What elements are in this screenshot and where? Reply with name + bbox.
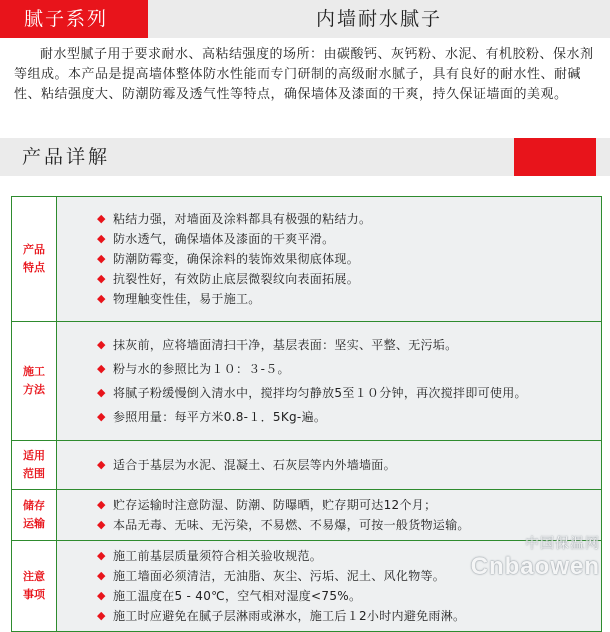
row-label-line: 运输 <box>23 517 45 530</box>
row-label-line: 注意 <box>23 570 45 583</box>
row-label-line: 适用 <box>23 449 45 462</box>
list-item: ◆ 抹灰前，应将墙面清扫干净，基层表面：坚实、平整、无污垢。 <box>113 333 595 357</box>
red-diamond-bullet-icon: ◆ <box>97 338 106 351</box>
red-diamond-bullet-icon: ◆ <box>97 518 106 531</box>
red-diamond-bullet-icon: ◆ <box>97 292 106 305</box>
list-item: ◆ 施工温度在5 - 40℃，空气相对湿度<75%。 <box>113 586 595 606</box>
row-label <box>12 441 57 490</box>
list-item: ◆ 防水透气，确保墙体及漆面的干爽平滑。 <box>113 229 595 249</box>
row-label <box>12 490 57 541</box>
row-content <box>57 441 602 490</box>
list-item: ◆ 将腻子粉缓慢倒入清水中，搅拌均匀静放5至１０分钟，再次搅拌即可使用。 <box>113 381 595 405</box>
row-content <box>57 322 602 441</box>
product-intro: 耐水型腻子用于要求耐水、高粘结强度的场所：由碳酸钙、灰钙粉、水泥、有机胶粉、保水剂等组成。本产品是提高墙体整体防水性能而专门研制的高级耐水腻子，具有良好的耐水性、耐碱性、粘结强度大、防潮防霉及透气性等特点，确保墙体及漆面的干爽，持久保证墙面的美观。 <box>14 47 594 102</box>
red-diamond-bullet-icon: ◆ <box>97 272 106 285</box>
section-accent-block <box>514 138 596 176</box>
red-diamond-bullet-icon: ◆ <box>97 252 106 265</box>
watermark-cn: 中国保温网 <box>525 536 600 552</box>
red-diamond-bullet-icon: ◆ <box>97 549 106 562</box>
row-label <box>12 541 57 632</box>
section-bar <box>0 138 610 176</box>
red-diamond-bullet-icon: ◆ <box>97 609 106 622</box>
row-label <box>12 197 57 322</box>
red-diamond-bullet-icon: ◆ <box>97 498 106 511</box>
row-label-line: 储存 <box>23 499 45 512</box>
product-title: 内墙耐水腻子 <box>315 8 442 30</box>
red-diamond-bullet-icon: ◆ <box>97 212 106 225</box>
red-diamond-bullet-icon: ◆ <box>97 232 106 245</box>
red-diamond-bullet-icon: ◆ <box>97 458 106 471</box>
row-content <box>57 197 602 322</box>
red-diamond-bullet-icon: ◆ <box>97 569 106 582</box>
list-item: ◆ 贮存运输时注意防湿、防潮、防曝晒，贮存期可达12个月； <box>113 495 595 515</box>
row-label-line: 范围 <box>23 467 45 480</box>
table-row-scope <box>12 441 602 490</box>
watermark-en: Cnbaowen <box>470 553 600 580</box>
list-item: ◆ 物理触变性佳，易于施工。 <box>113 289 595 309</box>
red-diamond-bullet-icon: ◆ <box>97 386 106 399</box>
red-diamond-bullet-icon: ◆ <box>97 410 106 423</box>
row-label <box>12 322 57 441</box>
table-row-method <box>12 322 602 441</box>
list-item: ◆ 粘结力强，对墙面及涂料都具有极强的粘结力。 <box>113 209 595 229</box>
list-item: ◆ 适合于基层为水泥、混凝土、石灰层等内外墙墙面。 <box>113 455 595 475</box>
list-item: ◆ 本品无毒、无味、无污染，不易燃、不易爆，可按一般货物运输。 <box>113 515 595 535</box>
row-label-line: 施工 <box>23 365 45 378</box>
section-title: 产品详解 <box>22 146 111 168</box>
list-item: ◆ 施工时应避免在腻子层淋雨或淋水，施工后１2小时内避免雨淋。 <box>113 606 595 626</box>
row-label-line: 特点 <box>23 261 45 274</box>
list-item: ◆ 抗裂性好，有效防止底层微裂纹向表面拓展。 <box>113 269 595 289</box>
row-label-line: 产品 <box>23 243 45 256</box>
red-diamond-bullet-icon: ◆ <box>97 362 106 375</box>
list-item: ◆ 粉与水的参照比为１０：３-５。 <box>113 357 595 381</box>
list-item: ◆ 施工墙面必须清洁，无油脂、灰尘、污垢、泥土、风化物等。 <box>113 566 595 586</box>
red-diamond-bullet-icon: ◆ <box>97 589 106 602</box>
list-item: ◆ 施工前基层质量须符合相关验收规范。 <box>113 546 595 566</box>
row-label-line: 方法 <box>23 383 45 396</box>
header-bar <box>0 0 610 38</box>
series-tag: 腻子系列 <box>0 0 148 38</box>
table-row-features <box>12 197 602 322</box>
list-item: ◆ 参照用量：每平方米0.8-１．5Kg-遍。 <box>113 405 595 429</box>
list-item: ◆ 防潮防霉变，确保涂料的装饰效果彻底体现。 <box>113 249 595 269</box>
site-watermark <box>471 533 600 581</box>
row-label-line: 事项 <box>23 588 45 601</box>
